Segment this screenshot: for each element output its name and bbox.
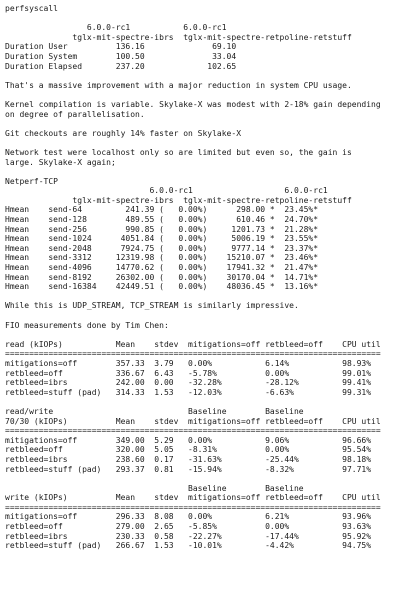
text-line: retbleed=off 279.00 2.65 -5.85% 0.00% 93.63% xyxy=(5,522,372,532)
text-line: tglx-mit-spectre-ibrs tglx-mit-spectre-retpoline-retstuff xyxy=(5,195,352,205)
text-line: retbleed=off 320.00 5.05 -8.31% 0.00% 95.54% xyxy=(5,445,372,455)
text-line: mitigations=off 349.00 5.29 0.00% 9.06% 96.66% xyxy=(5,435,372,445)
text-line: 70/30 (kIOPs) Mean stdev mitigations=off retbleed=off CPU util xyxy=(5,416,381,426)
text-line: Hmean send-128 489.55 ( 0.00%) 610.46 * 24.70%* xyxy=(5,215,319,225)
text-line: read/write Baseline Baseline xyxy=(5,406,304,416)
text-line: large. Skylake-X again; xyxy=(5,157,116,167)
text-line: ============================================================================== xyxy=(5,426,381,436)
text-line: Hmean send-8192 26302.00 ( 0.00%) 30170.04 * 14.71%* xyxy=(5,272,319,282)
text-line: tglx-mit-spectre-ibrs tglx-mit-spectre-retpoline-retstuff xyxy=(5,32,352,42)
text-line xyxy=(5,292,403,302)
text-line: Duration System 100.50 33.04 xyxy=(5,51,237,61)
text-line: retbleed=stuff (pad) 293.37 0.81 -15.94% -8.32% 97.71% xyxy=(5,464,372,474)
text-line: Git checkouts are roughly 14% faster on Skylake-X xyxy=(5,128,242,138)
text-line: ============================================================================== xyxy=(5,502,381,512)
text-line xyxy=(5,71,403,81)
text-line: ============================================================================== xyxy=(5,349,381,359)
text-line: Hmean send-256 990.85 ( 0.00%) 1201.73 * 21.28%* xyxy=(5,224,319,234)
text-line xyxy=(5,90,403,100)
text-line xyxy=(5,311,403,321)
text-line: retbleed=stuff (pad) 314.33 1.53 -12.03% -6.63% 99.31% xyxy=(5,387,372,397)
text-line xyxy=(5,167,403,177)
text-line: Hmean send-64 241.39 ( 0.00%) 298.00 * 23.45%* xyxy=(5,205,319,215)
text-line xyxy=(5,397,403,407)
text-line: Duration User 136.16 69.10 xyxy=(5,42,237,52)
text-line: Baseline Baseline xyxy=(5,483,304,493)
text-line: Network test were localhost only so are limited but even so, the gain is xyxy=(5,147,352,157)
text-line: mitigations=off 357.33 3.79 0.00% 6.14% 98.93% xyxy=(5,358,372,368)
text-line: Netperf-TCP xyxy=(5,176,58,186)
text-line xyxy=(5,14,403,24)
text-line: retbleed=stuff (pad) 266.67 1.53 -10.01% -4.42% 94.75% xyxy=(5,541,372,551)
text-line: 6.0.0-rc1 6.0.0-rc1 xyxy=(5,186,328,196)
text-line: Hmean send-2048 7924.75 ( 0.00%) 9777.14 * 23.37%* xyxy=(5,243,319,253)
text-line: Hmean send-1024 4051.84 ( 0.00%) 5006.19 * 23.55%* xyxy=(5,234,319,244)
text-line: mitigations=off 296.33 8.08 0.00% 6.21% 93.96% xyxy=(5,512,372,522)
text-line: read (kIOPs) Mean stdev mitigations=off retbleed=off CPU util xyxy=(5,339,381,349)
text-line: retbleed=ibrs 238.60 0.17 -31.63% -25.44% 98.18% xyxy=(5,454,372,464)
text-line: retbleed=ibrs 230.33 0.58 -22.27% -17.44% 95.92% xyxy=(5,531,372,541)
text-line: on degree of parallelisation. xyxy=(5,109,145,119)
text-line: 6.0.0-rc1 6.0.0-rc1 xyxy=(5,23,227,33)
text-line: write (kIOPs) Mean stdev mitigations=off retbleed=off CPU util xyxy=(5,493,381,503)
text-line: Kernel compilation is variable. Skylake-X was modest with 2-18% gain depending xyxy=(5,99,381,109)
text-line: FIO measurements done by Tim Chen: xyxy=(5,320,169,330)
text-line xyxy=(5,330,403,340)
text-line xyxy=(5,138,403,148)
text-line: perfsyscall xyxy=(5,4,58,13)
text-line: retbleed=off 336.67 6.43 -5.78% 0.00% 99.01% xyxy=(5,368,372,378)
text-line: Hmean send-16384 42449.51 ( 0.00%) 48036.45 * 13.16%* xyxy=(5,282,319,292)
text-line: retbleed=ibrs 242.00 0.00 -32.28% -28.12% 99.41% xyxy=(5,378,372,388)
text-line: Hmean send-3312 12319.98 ( 0.00%) 15210.07 * 23.46%* xyxy=(5,253,319,263)
text-line: Hmean send-4096 14770.62 ( 0.00%) 17941.32 * 21.47%* xyxy=(5,263,319,273)
text-line: That's a massive improvement with a major reduction in system CPU usage. xyxy=(5,80,352,90)
text-line: While this is UDP_STREAM, TCP_STREAM is similarly impressive. xyxy=(5,301,299,311)
text-line xyxy=(5,119,403,129)
text-line xyxy=(5,474,403,484)
text-line: Duration Elapsed 237.20 102.65 xyxy=(5,61,237,71)
